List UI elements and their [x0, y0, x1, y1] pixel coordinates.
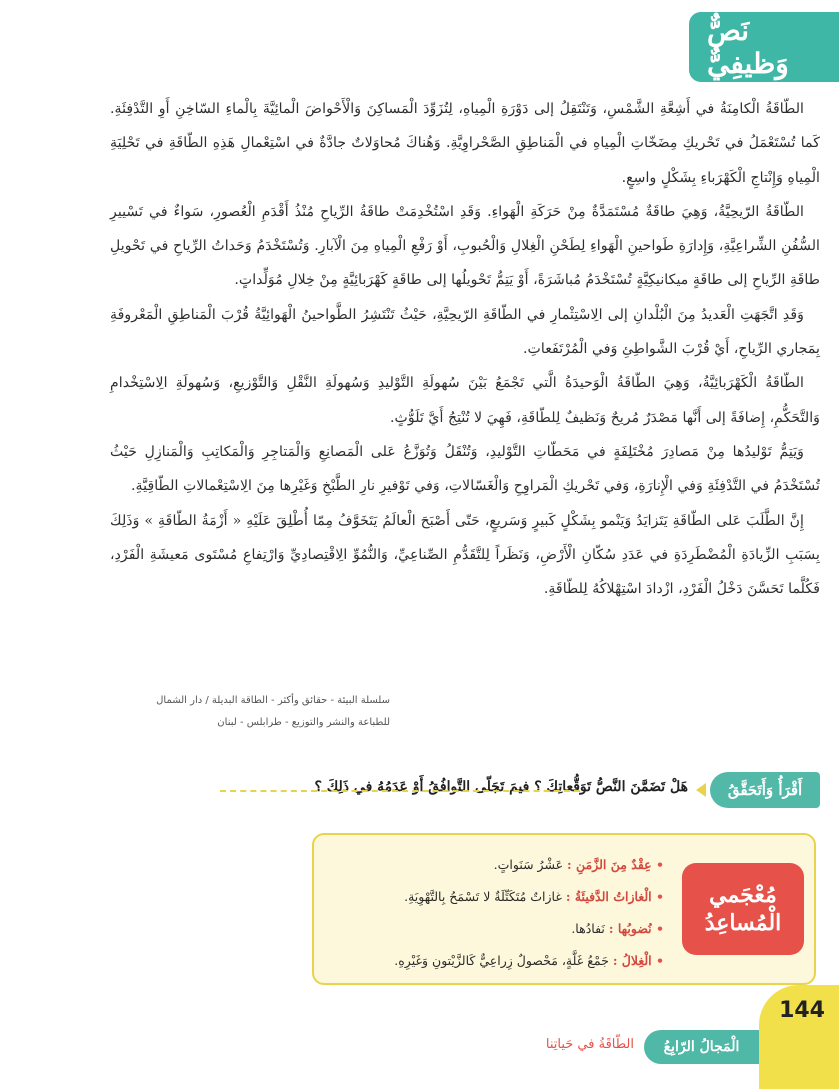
glossary-term: الْغازاتُ الدَّفيئَةُ :	[565, 889, 652, 904]
bullet-icon: •	[651, 953, 664, 968]
dashed-connector	[220, 790, 580, 794]
arrow-icon	[696, 783, 706, 797]
glossary-item	[334, 945, 664, 977]
glossary-box	[312, 833, 816, 985]
paragraph-solar: الطّاقَةُ الْكامِنَةُ في أَشِعَّةِ الشَّمْسِ، وَتَنْتَقِلُ إلى دَوْرَةِ الْمِياهِ، لِتُزَوِّدَ الْمَساكِنَ وَالْأَحْواضَ الْمائِيَّةَ بِالْماءِ السّاخِنِ أَوِ التَّدْفِئَةِ. كَما تُسْتَعْمَلُ في تَحْريكِ مِضَخّاتِ الْمِياهِ في الْمَناطِقِ الصَّحْراوِيَّةِ. وَهُناكَ مُحاوَلاتٌ جادَّةٌ في اسْتِعْمالِ هَذِهِ الطّاقَةِ في تَحْلِيَةِ الْمِياهِ وَإِنْتاجِ الْكَهْرَباءِ بِشَكْلٍ واسِعٍ.	[110, 101, 820, 186]
source-line-1: سلسلة البيئة - حقائق وأكثر - الطاقة البديلة / دار الشمال	[156, 695, 390, 706]
page-title: نَصٌّ وَظيفِيٌّ	[707, 14, 789, 80]
read-verify-badge: أَقْرَأُ وَأَتَحَقَّقُ	[710, 772, 820, 808]
glossary-term: عِقْدٌ مِنَ الزَّمَنِ :	[567, 857, 652, 872]
glossary-term: نُضوبُها :	[608, 921, 652, 936]
glossary-definition: غازاتٌ مُتَكَتِّلَةٌ لا تَسْمَحُ بِالتَّهْوِيَةِ.	[404, 889, 566, 904]
glossary-item	[334, 849, 664, 881]
article	[110, 92, 820, 606]
paragraph-wind: الطّاقَةُ الرّيحِيَّةُ، وَهِيَ طاقَةٌ مُسْتَمَدَّةٌ مِنْ حَرَكَةِ الْهَواءِ. وَقَدِ اسْتُخْدِمَتْ طاقَةُ الرِّياحِ مُنْذُ أَقْدَمِ الْعُصورِ، سَواءٌ في تَسْييرِ السُّفُنِ الشِّراعِيَّةِ، وَإِدارَةِ طَواحينِ الْهَواءِ لِطَحْنِ الْغِلالِ وَالْحُبوبِ، أَوْ رَفْعِ الْمِياهِ مِنَ الْآبارِ. وَتُسْتَخْدَمُ وَحَداتُ الرِّياحِ في تَحْويلِ طاقَةِ الرِّياحِ إلى طاقَةٍ ميكانيكِيَّةٍ تُسْتَخْدَمُ مُباشَرَةً، أَوْ يَتِمُّ تَحْويلُها إلى طاقَةٍ كَهْرَبائِيَّةٍ مِنْ خِلالِ مُوَلِّداتٍ.	[110, 203, 820, 289]
source-line-2: للطباعة والنشر والتوزيع - طرابلس - لبنان	[217, 717, 390, 728]
paragraph-generation: وَيَتِمُّ تَوْليدُها مِنْ مَصادِرَ مُخْتَلِفَةٍ في مَحَطّاتِ التَّوْليدِ، وَتُنْقَلُ وَتُوَزَّعُ عَلى الْمَصانِعِ وَالْمَتاجِرِ وَالْمَكاتِبِ وَالْمَنازِلِ حَيْثُ تُسْتَخْدَمُ في التَّدْفِئَةِ وَفي الْإِنارَةِ، وَفي تَحْريكِ الْمَراوِحِ وَالْغَسّالاتِ، وَفي تَوْفيرِ نارِ الطَّبْخِ وَغَيْرِها مِنَ الِاسْتِعْمالاتِ الطّاقِيَّةِ.	[110, 443, 820, 495]
paragraph-electric: الطّاقَةُ الْكَهْرَبائِيَّةُ، وَهِيَ الطّاقَةُ الْوَحيدَةُ الَّتي تَجْمَعُ بَيْنَ سُهولَةِ التَّوْليدِ وَسُهولَةِ النَّقْلِ وَالتَّوْزيعِ، وَسُهولَةِ الِاسْتِخْدامِ وَالتَّحَكُّمِ، إِضافَةً إلى أَنَّها مَصْدَرٌ مُريحٌ وَنَظيفٌ لِلطّاقَةِ، فَهِيَ لا تُنْتِجُ أَيَّ تَلَوُّثٍ.	[110, 375, 820, 426]
unit-subtitle: الطّاقَةُ في حَياتِنا	[545, 1037, 634, 1052]
glossary-item	[334, 881, 664, 913]
paragraph-wind-investment: وَقَدِ اتَّجَهَتِ الْعَديدُ مِنَ الْبُلْدانِ إلى الِاسْتِثْمارِ في الطّاقَةِ الرّيحِيَّةِ، حَيْثُ تَنْتَشِرُ الطَّواحينُ الْهَوائِيَّةُ قُرْبَ الْمَناطِقِ الْمَعْروفَةِ بِمَجاري الرِّياحِ، أَيْ قُرْبَ الشَّواطِئِ وَفي الْمُرْتَفَعاتِ.	[110, 306, 820, 358]
page-number: 144	[779, 998, 825, 1023]
glossary-list	[334, 849, 664, 977]
bullet-icon: •	[651, 921, 664, 936]
glossary-definition: نَفادُها.	[571, 921, 609, 936]
paragraph-demand: إِنَّ الطَّلَبَ عَلى الطّاقَةِ يَتَزايَدُ وَيَنْمو بِشَكْلٍ كَبيرٍ وَسَريعٍ، حَتّى أَصْبَحَ الْعالَمُ يَتَخَوَّفُ مِمّا أُطْلِقَ عَلَيْهِ « أَزْمَةُ الطّاقَةِ » وَذَلِكَ بِسَبَبِ الزِّيادَةِ الْمُضْطَرِدَةِ في عَدَدِ سُكّانِ الْأَرْضِ، وَنَظَراً لِلتَّقَدُّمِ الصِّناعِيِّ، وَالنُّمُوِّ الِاقْتِصادِيِّ وَارْتِفاعِ مُسْتَوى مَعيشَةِ الْفَرْدِ، فَكُلَّما تَحَسَّنَ دَخْلُ الْفَرْدِ، ازْدادَ اسْتِهْلاكُهُ لِلطّاقَةِ.	[110, 512, 820, 598]
header-tab	[689, 12, 839, 82]
verify-question: هَلْ تَضَمَّنَ النَّصُّ تَوَقُّعاتِكَ ؟ فيمَ تَجَلّى التَّوافُقُ أَوْ عَدَمُهُ في ذَلِكَ ؟	[314, 779, 688, 795]
bullet-icon: •	[651, 857, 664, 872]
glossary-definition: عَشْرُ سَنَواتٍ.	[493, 857, 568, 872]
unit-label: الْمَجالُ الرّابِعُ	[644, 1030, 759, 1064]
glossary-term: الْغِلالُ :	[612, 953, 652, 968]
source-citation	[90, 690, 390, 734]
bullet-icon: •	[651, 889, 664, 904]
glossary-title-line-1: مُعْجَمي	[709, 882, 777, 908]
glossary-item	[334, 913, 664, 945]
glossary-title	[682, 863, 804, 955]
glossary-title-line-2: الْمُساعِدُ	[704, 910, 782, 936]
glossary-definition: جَمْعُ غَلَّةٍ، مَحْصولٌ زِراعِيٌّ كَالزَّيْتونِ وَغَيْرِهِ.	[394, 953, 613, 968]
